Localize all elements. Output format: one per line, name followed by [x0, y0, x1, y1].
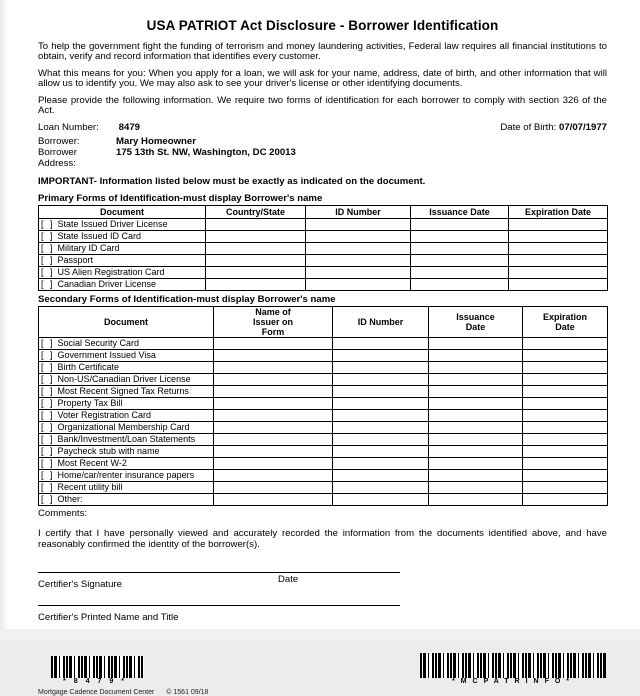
input-cell[interactable]: [206, 219, 306, 231]
printed-name-label: Certifier's Printed Name and Title: [38, 612, 179, 624]
checkbox[interactable]: [ ]: [41, 362, 55, 373]
checkbox[interactable]: [ ]: [41, 243, 55, 254]
input-cell[interactable]: [214, 494, 333, 506]
column-header: Country/State: [206, 206, 306, 219]
input-cell[interactable]: [333, 338, 429, 350]
page-title: USA PATRIOT Act Disclosure - Borrower Identification: [146, 18, 499, 33]
barcode-row: [38, 653, 607, 686]
document-option-cell: [39, 422, 214, 434]
document-label: Voter Registration Card: [57, 410, 152, 421]
input-cell[interactable]: [523, 374, 608, 386]
secondary-section-title: Secondary Forms of Identification-must display Borrower's name: [38, 294, 336, 306]
input-cell[interactable]: [306, 267, 411, 279]
input-cell[interactable]: [411, 231, 509, 243]
document-label: Government Issued Visa: [57, 350, 156, 361]
table-row: [39, 446, 608, 458]
input-cell[interactable]: [411, 219, 509, 231]
certification-statement: I certify that I have personally viewed and accurately recorded the information from the documents identified above, and have reasonably confirmed the identity of the borrower(s).: [38, 528, 607, 550]
input-cell[interactable]: [509, 231, 608, 243]
input-cell[interactable]: [333, 458, 429, 470]
input-cell[interactable]: [523, 410, 608, 422]
document-option-cell: [39, 410, 214, 422]
input-cell[interactable]: [429, 350, 523, 362]
primary-header-row: [39, 206, 608, 219]
form-barcode-group: [420, 653, 607, 686]
checkbox[interactable]: [ ]: [41, 410, 55, 421]
column-header: ID Number: [306, 206, 411, 219]
input-cell[interactable]: [429, 458, 523, 470]
input-cell[interactable]: [411, 243, 509, 255]
input-cell[interactable]: [523, 422, 608, 434]
table-row: [39, 410, 608, 422]
checkbox[interactable]: [ ]: [41, 422, 55, 433]
table-row: [39, 350, 608, 362]
checkbox[interactable]: [ ]: [41, 494, 55, 505]
table-row: [39, 338, 608, 350]
table-row: [39, 219, 608, 231]
document-label: US Alien Registration Card: [57, 267, 165, 278]
table-row: [39, 482, 608, 494]
input-cell[interactable]: [523, 434, 608, 446]
input-cell[interactable]: [214, 458, 333, 470]
document-option-cell: [39, 219, 206, 231]
borrower-address-label: Borrower Address:: [38, 147, 77, 170]
form-id-barcode: [420, 653, 606, 678]
signature-label: Certifier's Signature: [38, 579, 122, 591]
intro-paragraph-2: What this means for you: When you apply for a loan, we will ask for your name, address, date of birth, and other information that will allow us to identify you. We may also ask to see your driver's license or other identifying documents.: [38, 67, 607, 90]
input-cell[interactable]: [411, 267, 509, 279]
input-cell[interactable]: [333, 374, 429, 386]
input-cell[interactable]: [509, 219, 608, 231]
document-option-cell: [39, 458, 214, 470]
column-header: Document: [39, 307, 214, 338]
input-cell[interactable]: [523, 494, 608, 506]
document-label: Paycheck stub with name: [57, 446, 160, 457]
input-cell[interactable]: [333, 434, 429, 446]
document-label: Social Security Card: [57, 338, 140, 349]
document-label: Most Recent W-2: [57, 458, 127, 469]
document-option-cell: [39, 482, 214, 494]
loan-barcode-group: [51, 656, 144, 686]
input-cell[interactable]: [206, 279, 306, 291]
document-option-cell: [39, 231, 206, 243]
dob-value: 07/07/1977: [558, 122, 607, 134]
input-cell[interactable]: [306, 219, 411, 231]
input-cell[interactable]: [333, 446, 429, 458]
document-label: Military ID Card: [57, 243, 120, 254]
input-cell[interactable]: [214, 446, 333, 458]
comments-label: Comments:: [38, 508, 88, 520]
table-row: [39, 458, 608, 470]
input-cell[interactable]: [523, 362, 608, 374]
input-cell[interactable]: [429, 386, 523, 398]
input-cell[interactable]: [206, 267, 306, 279]
table-row: [39, 422, 608, 434]
input-cell[interactable]: [411, 255, 509, 267]
loan-number-label: Loan Number:: [38, 122, 99, 134]
checkbox[interactable]: [ ]: [41, 255, 55, 266]
input-cell[interactable]: [429, 374, 523, 386]
borrower-address-value: 175 13th St. NW, Washington, DC 20013: [116, 147, 296, 159]
input-cell[interactable]: [509, 255, 608, 267]
form-barcode-text: *MCPATRINFO*: [451, 678, 576, 686]
input-cell[interactable]: [333, 410, 429, 422]
input-cell[interactable]: [411, 279, 509, 291]
input-cell[interactable]: [214, 410, 333, 422]
input-cell[interactable]: [429, 482, 523, 494]
input-cell[interactable]: [333, 350, 429, 362]
table-row: [39, 255, 608, 267]
input-cell[interactable]: [523, 470, 608, 482]
input-cell[interactable]: [333, 386, 429, 398]
input-cell[interactable]: [214, 422, 333, 434]
input-cell[interactable]: [429, 398, 523, 410]
document-label: Organizational Membership Card: [57, 422, 190, 433]
input-cell[interactable]: [429, 362, 523, 374]
intro-paragraph-3: Please provide the following information. We require two forms of identification for each borrower to comply with section 326 of the Act.: [38, 94, 607, 117]
document-option-cell: [39, 386, 214, 398]
input-cell[interactable]: [523, 386, 608, 398]
document-option-cell: [39, 350, 214, 362]
document-label: Most Recent Signed Tax Returns: [57, 386, 189, 397]
table-row: [39, 386, 608, 398]
document-option-cell: [39, 338, 214, 350]
copyright-text: © 1561 09/18: [166, 689, 209, 696]
input-cell[interactable]: [206, 243, 306, 255]
checkbox[interactable]: [ ]: [41, 374, 55, 385]
input-cell[interactable]: [429, 410, 523, 422]
column-header: Document: [39, 206, 206, 219]
input-cell[interactable]: [523, 482, 608, 494]
input-cell[interactable]: [333, 482, 429, 494]
input-cell[interactable]: [306, 243, 411, 255]
checkbox[interactable]: [ ]: [41, 231, 55, 242]
input-cell[interactable]: [429, 422, 523, 434]
borrower-row: [38, 136, 607, 147]
document-option-cell: [39, 494, 214, 506]
borrower-address-row: [38, 147, 607, 169]
input-cell[interactable]: [333, 362, 429, 374]
input-cell[interactable]: [214, 374, 333, 386]
input-cell[interactable]: [306, 255, 411, 267]
input-cell[interactable]: [429, 494, 523, 506]
secondary-header-row: [39, 307, 608, 338]
table-row: [39, 494, 608, 506]
document-option-cell: [39, 470, 214, 482]
important-note: IMPORTANT- Information listed below must be exactly as indicated on the document.: [38, 176, 426, 188]
document-label: Non-US/Canadian Driver License: [57, 374, 191, 385]
input-cell[interactable]: [214, 338, 333, 350]
input-cell[interactable]: [523, 350, 608, 362]
loan-number-barcode: [51, 656, 144, 678]
loan-number-value: 8479: [118, 122, 141, 134]
column-header: ID Number: [333, 307, 429, 338]
table-row: [39, 374, 608, 386]
input-cell[interactable]: [523, 338, 608, 350]
printed-name-line[interactable]: [38, 605, 400, 625]
scan-edge: [0, 0, 7, 640]
checkbox[interactable]: [ ]: [41, 458, 55, 469]
input-cell[interactable]: [429, 470, 523, 482]
borrower-value: Mary Homeowner: [116, 136, 196, 148]
input-cell[interactable]: [509, 267, 608, 279]
document-label: Property Tax Bill: [57, 398, 123, 409]
checkbox[interactable]: [ ]: [41, 338, 55, 349]
input-cell[interactable]: [214, 470, 333, 482]
input-cell[interactable]: [429, 338, 523, 350]
input-cell[interactable]: [214, 386, 333, 398]
table-row: [39, 434, 608, 446]
checkbox[interactable]: [ ]: [41, 398, 55, 409]
input-cell[interactable]: [523, 458, 608, 470]
input-cell[interactable]: [206, 231, 306, 243]
table-row: [39, 470, 608, 482]
borrower-label: Borrower:: [38, 136, 80, 148]
column-header: Issuance Date: [411, 206, 509, 219]
table-row: [39, 279, 608, 291]
document-option-cell: [39, 362, 214, 374]
document-option-cell: [39, 243, 206, 255]
document-label: State Issued Driver License: [57, 219, 168, 230]
document-label: Home/car/renter insurance papers: [57, 470, 195, 481]
checkbox[interactable]: [ ]: [41, 279, 55, 290]
input-cell[interactable]: [214, 434, 333, 446]
checkbox[interactable]: [ ]: [41, 470, 55, 481]
date-label: Date: [278, 574, 299, 586]
input-cell[interactable]: [509, 279, 608, 291]
column-header: Name of Issuer on Form: [214, 307, 333, 338]
document-label: Passport: [57, 255, 94, 266]
input-cell[interactable]: [306, 279, 411, 291]
column-header: Expiration Date: [523, 307, 608, 338]
input-cell[interactable]: [214, 482, 333, 494]
document-label: Bank/Investment/Loan Statements: [57, 434, 196, 445]
table-row: [39, 243, 608, 255]
input-cell[interactable]: [333, 470, 429, 482]
loan-barcode-text: *8479*: [62, 678, 133, 686]
checkbox[interactable]: [ ]: [41, 219, 55, 230]
checkbox[interactable]: [ ]: [41, 434, 55, 445]
dob-label: Date of Birth:: [500, 122, 557, 134]
input-cell[interactable]: [214, 398, 333, 410]
document-option-cell: [39, 398, 214, 410]
input-cell[interactable]: [429, 446, 523, 458]
input-cell[interactable]: [206, 255, 306, 267]
input-cell[interactable]: [333, 422, 429, 434]
primary-id-table: [38, 205, 608, 291]
table-row: [39, 362, 608, 374]
checkbox[interactable]: [ ]: [41, 267, 55, 278]
publisher-name: Mortgage Cadence Document Center: [38, 689, 155, 696]
document-label: Birth Certificate: [57, 362, 120, 373]
input-cell[interactable]: [306, 231, 411, 243]
input-cell[interactable]: [523, 398, 608, 410]
document-label: Canadian Driver License: [57, 279, 157, 290]
scan-edge: [0, 629, 640, 640]
input-cell[interactable]: [523, 446, 608, 458]
column-header: Issuance Date: [429, 307, 523, 338]
primary-section-title: Primary Forms of Identification-must display Borrower's name: [38, 193, 323, 205]
document-label: Recent utility bill: [57, 482, 123, 493]
document-label: State Issued ID Card: [57, 231, 142, 242]
checkbox[interactable]: [ ]: [41, 446, 55, 457]
table-row: [39, 398, 608, 410]
checkbox[interactable]: [ ]: [41, 350, 55, 361]
intro-paragraph-1: To help the government fight the funding of terrorism and money laundering activities, Federal law requires all financial institutions to obtain, verify and record information that identifies every customer.: [38, 41, 607, 63]
checkbox[interactable]: [ ]: [41, 482, 55, 493]
table-row: [39, 267, 608, 279]
input-cell[interactable]: [333, 398, 429, 410]
document-option-cell: [39, 446, 214, 458]
document-option-cell: [39, 255, 206, 267]
document-option-cell: [39, 374, 214, 386]
document-label: Other:: [57, 494, 83, 505]
document-option-cell: [39, 279, 206, 291]
signature-line[interactable]: [38, 572, 400, 592]
document-option-cell: [39, 267, 206, 279]
table-row: [39, 231, 608, 243]
input-cell[interactable]: [509, 243, 608, 255]
input-cell[interactable]: [429, 434, 523, 446]
document-option-cell: [39, 434, 214, 446]
input-cell[interactable]: [214, 362, 333, 374]
input-cell[interactable]: [214, 350, 333, 362]
column-header: Expiration Date: [509, 206, 608, 219]
input-cell[interactable]: [333, 494, 429, 506]
checkbox[interactable]: [ ]: [41, 386, 55, 397]
loan-number-row: [38, 122, 607, 133]
secondary-id-table: [38, 306, 608, 506]
document-footer: [38, 689, 607, 696]
